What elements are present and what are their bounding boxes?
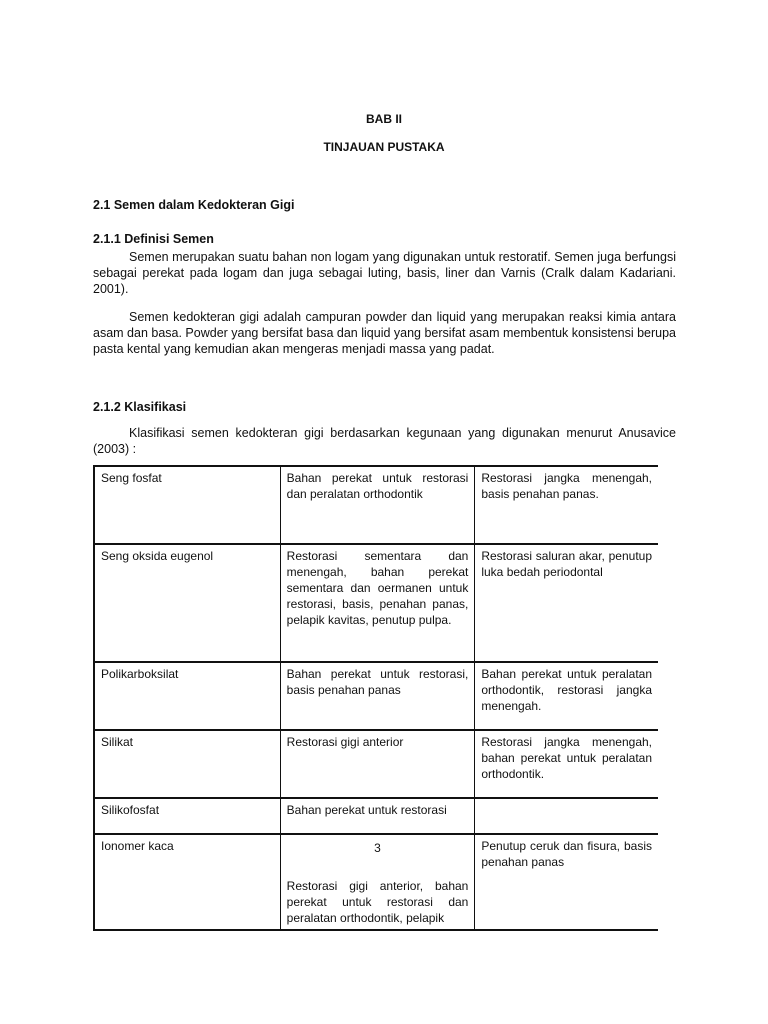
cement-use-cell: Bahan perekat untuk restorasi dan peralatan orthodontik bbox=[280, 466, 475, 544]
section-heading: 2.1 Semen dalam Kedokteran Gigi bbox=[93, 198, 295, 212]
cement-use-cell: Restorasi sementara dan menengah, bahan perekat sementara dan oermanen untuk restorasi, basis, penahan panas, pelapik kavitas, penutup pulpa. bbox=[280, 544, 475, 662]
cement-type-cell: Seng oksida eugenol bbox=[94, 544, 280, 662]
table-row bbox=[94, 662, 658, 730]
cement-use-cell: Bahan perekat untuk restorasi bbox=[280, 798, 475, 834]
classification-table bbox=[93, 465, 658, 931]
table-row bbox=[94, 730, 658, 798]
cement-type-cell: Polikarboksilat bbox=[94, 662, 280, 730]
cement-type-cell: Silikofosfat bbox=[94, 798, 280, 834]
cement-type-cell: Silikat bbox=[94, 730, 280, 798]
cement-use-cell-with-page-number bbox=[280, 834, 475, 930]
table-row bbox=[94, 544, 658, 662]
page-number: 3 bbox=[374, 841, 381, 855]
cement-use-cell: Bahan perekat untuk restorasi, basis penahan panas bbox=[280, 662, 475, 730]
paragraph-definisi-1: Semen merupakan suatu bahan non logam yang digunakan untuk restoratif. Semen juga berfungsi sebagai perekat pada logam dan juga sebagai luting, basis, liner dan Varnis (Cralk dalam Kadariani. 2001). bbox=[93, 250, 676, 296]
cement-extra-cell: Restorasi jangka menengah, bahan perekat untuk peralatan orthodontik. bbox=[475, 730, 658, 798]
cement-use-cell: Restorasi gigi anterior bbox=[280, 730, 475, 798]
chapter-label: BAB II bbox=[366, 112, 402, 126]
subsection-heading-klasifikasi: 2.1.2 Klasifikasi bbox=[93, 400, 187, 414]
table-row bbox=[94, 798, 658, 834]
subsection-heading-definisi: 2.1.1 Definisi Semen bbox=[93, 232, 214, 246]
table-row bbox=[94, 834, 658, 930]
cement-extra-cell bbox=[475, 798, 658, 834]
table-row bbox=[94, 466, 658, 544]
cement-type-cell: Ionomer kaca bbox=[94, 834, 280, 930]
paragraph-definisi-2: Semen kedokteran gigi adalah campuran powder dan liquid yang merupakan reaksi kimia antara asam dan basa. Powder yang bersifat basa dan liquid yang bersifat asam membentuk konsistensi berupa pasta kental yang kemudian akan mengeras menjadi massa yang padat. bbox=[93, 310, 676, 356]
paragraph-klasifikasi: Klasifikasi semen kedokteran gigi berdasarkan kegunaan yang digunakan menurut Anusavice (2003) : bbox=[93, 426, 676, 456]
cement-use-text: Restorasi gigi anterior, bahan perekat untuk restorasi dan peralatan orthodontik, pelapik bbox=[286, 879, 469, 925]
cement-extra-cell: Penutup ceruk dan fisura, basis penahan panas bbox=[475, 834, 658, 930]
cement-extra-cell: Bahan perekat untuk peralatan orthodontik, restorasi jangka menengah. bbox=[475, 662, 658, 730]
cement-extra-cell: Restorasi jangka menengah, basis penahan panas. bbox=[475, 466, 658, 544]
cement-type-cell: Seng fosfat bbox=[94, 466, 280, 544]
cement-extra-cell: Restorasi saluran akar, penutup luka bedah periodontal bbox=[475, 544, 658, 662]
chapter-title: TINJAUAN PUSTAKA bbox=[323, 140, 445, 154]
